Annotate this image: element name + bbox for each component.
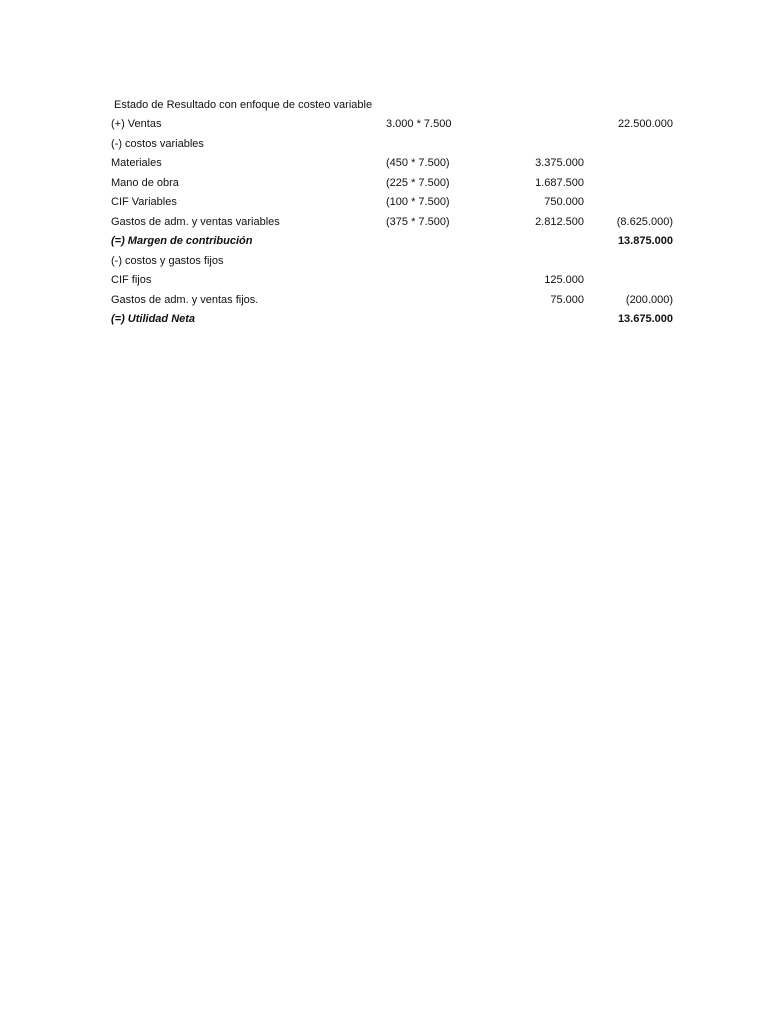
row-label: Mano de obra	[111, 176, 179, 189]
row-label: (=) Margen de contribución	[111, 235, 253, 247]
row-partial: 3.375.000	[535, 157, 584, 169]
row-label: (-) costos variables	[111, 137, 204, 150]
row-costos-variables	[0, 135, 768, 155]
row-formula: (225 * 7.500)	[386, 176, 450, 189]
row-total: 13.875.000	[617, 235, 673, 247]
row-partial: 1.687.500	[535, 176, 584, 189]
statement-rows	[0, 115, 768, 330]
row-total: (200.000)	[625, 293, 673, 306]
row-total: 22.500.000	[617, 118, 673, 130]
statement-title: Estado de Resultado con enfoque de costeo variable	[114, 99, 373, 111]
row-partial: 125.000	[544, 274, 584, 286]
row-mano-de-obra	[0, 174, 768, 194]
row-gastos-fijos	[0, 291, 768, 311]
row-gastos-variables	[0, 213, 768, 233]
row-label: Gastos de adm. y ventas variables	[111, 215, 280, 228]
row-partial: 750.000	[544, 196, 584, 208]
row-label: CIF Variables	[111, 196, 177, 208]
row-formula: 3.000 * 7.500	[386, 118, 452, 130]
row-label: Materiales	[111, 157, 162, 169]
row-label: CIF fijos	[111, 274, 152, 286]
row-formula: (375 * 7.500)	[386, 215, 450, 228]
row-cif-fijos	[0, 271, 768, 291]
row-materiales	[0, 154, 768, 174]
row-partial: 2.812.500	[535, 215, 584, 228]
row-label: (+) Ventas	[111, 118, 162, 130]
row-costos-fijos	[0, 252, 768, 272]
row-label: Gastos de adm. y ventas fijos.	[111, 293, 259, 306]
row-label: (=) Utilidad Neta	[111, 313, 196, 325]
row-formula: (450 * 7.500)	[386, 157, 450, 169]
row-ventas	[0, 115, 768, 135]
row-label: (-) costos y gastos fijos	[111, 254, 224, 267]
row-formula: (100 * 7.500)	[386, 196, 450, 208]
row-partial: 75.000	[550, 293, 584, 306]
row-cif-variables	[0, 193, 768, 213]
row-total: 13.675.000	[617, 313, 673, 325]
row-total: (8.625.000)	[616, 215, 673, 228]
row-utilidad-neta	[0, 310, 768, 330]
row-margen-contribucion	[0, 232, 768, 252]
